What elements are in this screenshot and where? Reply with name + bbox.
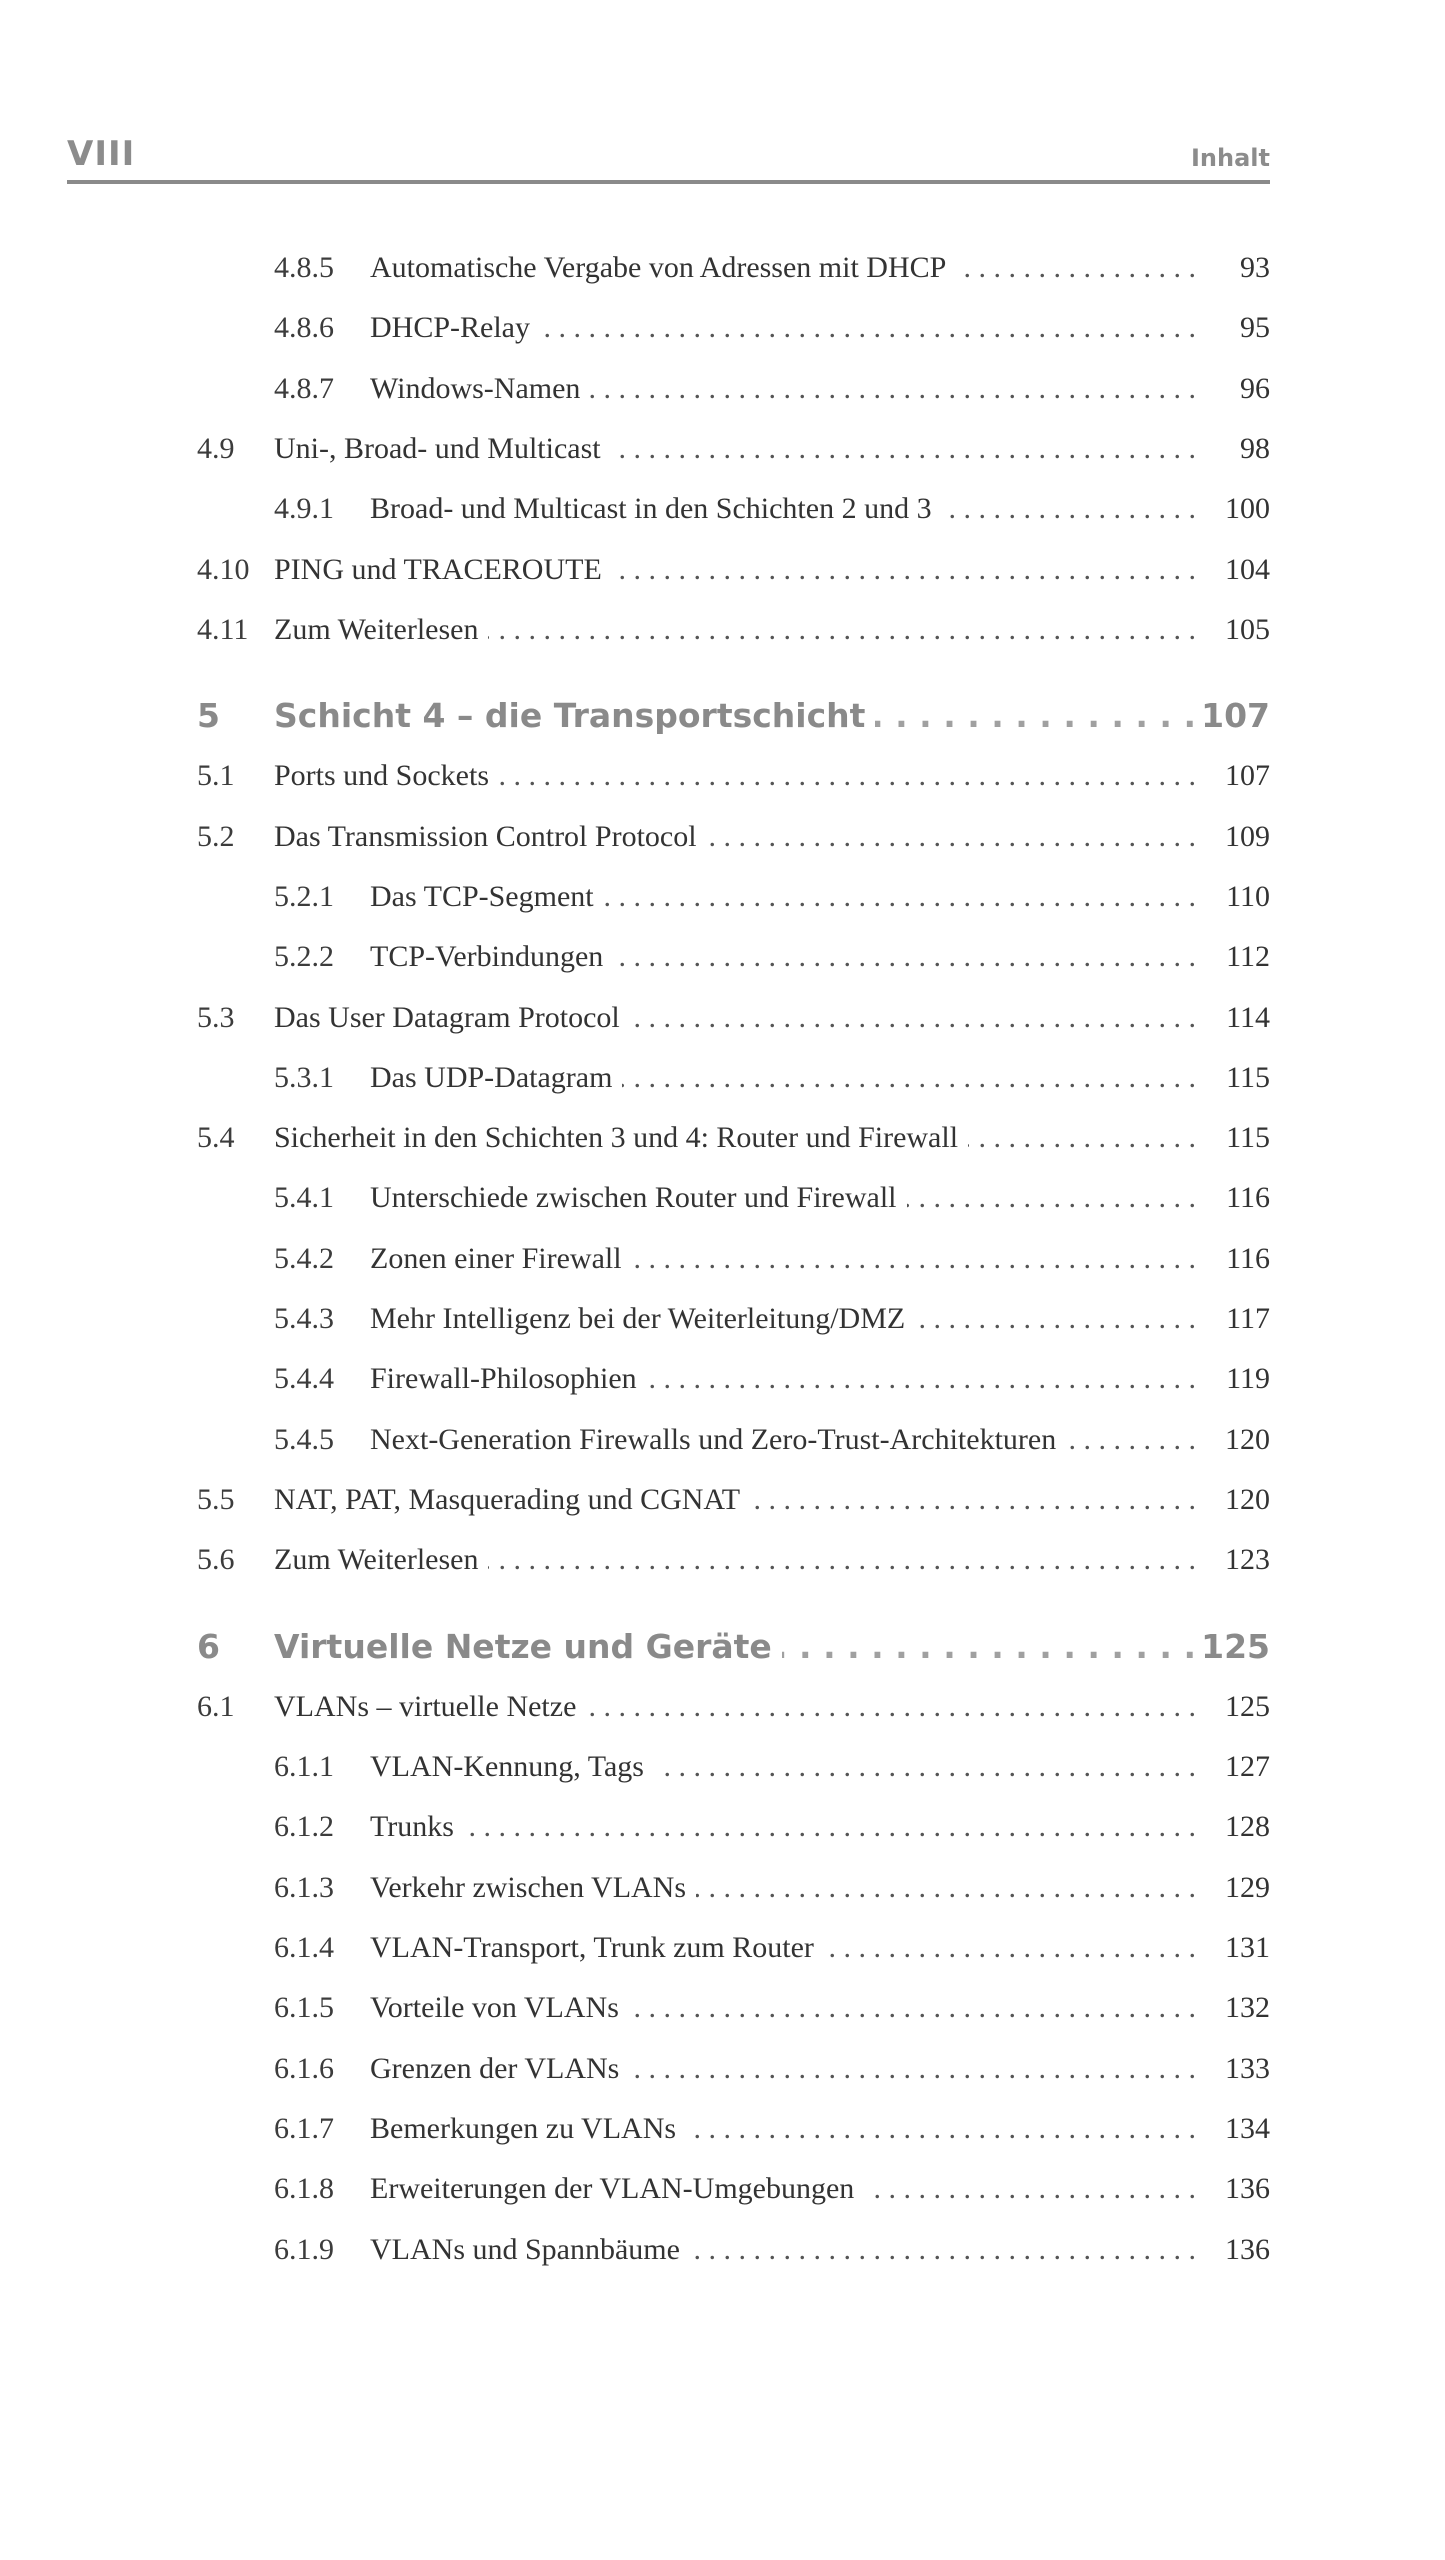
toc-entry-number: 4.11 [197, 613, 249, 646]
toc-entry-page: 105 [1225, 613, 1270, 646]
toc-entry-number: 5.4.1 [274, 1181, 334, 1214]
toc-entry-row [0, 1351, 1445, 1407]
toc-entry-number: 4.10 [197, 553, 250, 586]
toc-entry-title-text: VLAN-Kennung, Tags [370, 1750, 654, 1783]
toc-entry-title [370, 1412, 1196, 1468]
toc-entry-title [274, 542, 1196, 598]
toc-entry-number: 5.4.3 [274, 1302, 334, 1335]
toc-entry-row [0, 990, 1445, 1046]
toc-entry-title-text: Ports und Sockets [274, 759, 499, 792]
toc-entry-page: 132 [1225, 1991, 1270, 2024]
toc-entry-title-text: VLANs und Spannbäume [370, 2233, 690, 2266]
toc-entry-row [0, 2161, 1445, 2217]
toc-entry-title [370, 1291, 1196, 1347]
toc-entry-page: 120 [1225, 1423, 1270, 1456]
toc-entry-page: 96 [1240, 372, 1270, 405]
toc-entry-title [370, 1739, 1196, 1795]
toc-entry-row [0, 1980, 1445, 2036]
toc-entry-title [370, 1799, 1196, 1855]
toc-entry-title-text: Zum Weiterlesen [274, 613, 488, 646]
toc-entry-page: 133 [1225, 2052, 1270, 2085]
toc-entry-number: 5.2.1 [274, 880, 334, 913]
toc-entry-row [0, 1860, 1445, 1916]
toc-entry-page: 107 [1225, 759, 1270, 792]
toc-entry-title-text: Erweiterungen der VLAN-Umgebungen [370, 2172, 864, 2205]
toc-entry-title [370, 1860, 1196, 1916]
toc-entry-title-text: Schicht 4 – die Transportschicht [274, 696, 875, 735]
toc-entry-page: 136 [1225, 2233, 1270, 2266]
toc-entry-page: 100 [1225, 492, 1270, 525]
toc-entry-title-text: Windows-Namen [370, 372, 590, 405]
toc-entry-title [274, 1619, 1196, 1675]
toc-entry-title-text: VLAN-Transport, Trunk zum Router [370, 1931, 824, 1964]
toc-entry-row [0, 1110, 1445, 1166]
toc-entry-row [0, 1532, 1445, 1588]
toc-entry-page: 93 [1240, 251, 1270, 284]
toc-entry-row [0, 869, 1445, 925]
running-header-title: Inhalt [1191, 144, 1270, 172]
toc-entry-title [370, 2101, 1196, 2157]
toc-entry-page: 119 [1226, 1362, 1270, 1395]
toc-entry-page: 117 [1226, 1302, 1270, 1335]
toc-entry-title-text: Das Transmission Control Protocol [274, 820, 707, 853]
toc-entry-page: 128 [1225, 1810, 1270, 1843]
toc-entry-title [370, 361, 1196, 417]
toc-entry-row [0, 1472, 1445, 1528]
toc-entry-number: 5.6 [197, 1543, 235, 1576]
toc-entry-row [0, 1050, 1445, 1106]
toc-entry-row [0, 542, 1445, 598]
toc-entry-title [370, 2161, 1196, 2217]
toc-entry-title-text: Bemerkungen zu VLANs [370, 2112, 686, 2145]
toc-entry-title-text: Next-Generation Firewalls und Zero-Trust-Architekturen [370, 1423, 1066, 1456]
toc-entry-title-text: Uni-, Broad- und Multicast [274, 432, 611, 465]
toc-entry-number: 6.1.9 [274, 2233, 334, 2266]
toc-entry-page: 112 [1226, 940, 1270, 973]
toc-entry-page: 116 [1226, 1181, 1270, 1214]
toc-entry-title [274, 1110, 1196, 1166]
toc-entry-row [0, 2041, 1445, 2097]
toc-entry-number: 5.2.2 [274, 940, 334, 973]
toc-entry-number: 6.1.2 [274, 1810, 334, 1843]
toc-entry-number: 5.3 [197, 1001, 235, 1034]
toc-entry-title [370, 1170, 1196, 1226]
toc-entry-number: 5.4.4 [274, 1362, 334, 1395]
toc-entry-title-text: Das User Datagram Protocol [274, 1001, 630, 1034]
toc-entry-title-text: Sicherheit in den Schichten 3 und 4: Router und Firewall [274, 1121, 968, 1154]
toc-entry-title [370, 2041, 1196, 2097]
toc-entry-page: 129 [1225, 1871, 1270, 1904]
toc-entry-page: 107 [1201, 696, 1270, 735]
toc-entry-title-text: VLANs – virtuelle Netze [274, 1690, 586, 1723]
toc-entry-title-text: Zum Weiterlesen [274, 1543, 488, 1576]
toc-entry-row [0, 1170, 1445, 1226]
toc-entry-title-text: Unterschiede zwischen Router und Firewall [370, 1181, 907, 1214]
toc-entry-title [370, 240, 1196, 296]
toc-entry-number: 4.8.7 [274, 372, 334, 405]
toc-entry-title-text: TCP-Verbindungen [370, 940, 613, 973]
toc-entry-page: 98 [1240, 432, 1270, 465]
toc-entry-page: 131 [1225, 1931, 1270, 1964]
toc-entry-title [274, 1532, 1196, 1588]
toc-entry-page: 116 [1226, 1242, 1270, 1275]
toc-entry-page: 95 [1240, 311, 1270, 344]
toc-entry-page: 114 [1226, 1001, 1270, 1034]
toc-entry-title [370, 2222, 1196, 2278]
toc-entry-title [274, 688, 1196, 744]
toc-entry-page: 125 [1201, 1627, 1270, 1666]
toc-entry-number: 5.2 [197, 820, 235, 853]
toc-entry-number: 4.9.1 [274, 492, 334, 525]
toc-entry-page: 123 [1225, 1543, 1270, 1576]
toc-entry-number: 6.1 [197, 1690, 235, 1723]
toc-entry-row [0, 421, 1445, 477]
toc-entry-row [0, 602, 1445, 658]
toc-entry-number: 6.1.8 [274, 2172, 334, 2205]
toc-entry-title-text: Grenzen der VLANs [370, 2052, 629, 2085]
toc-entry-title-text: Mehr Intelligenz bei der Weiterleitung/DMZ [370, 1302, 915, 1335]
toc-entry-number: 4.8.5 [274, 251, 334, 284]
toc-entry-number: 5 [197, 696, 220, 735]
toc-entry-title-text: Automatische Vergabe von Adressen mit DHCP [370, 251, 956, 284]
toc-entry-title [274, 602, 1196, 658]
toc-entry-row [0, 300, 1445, 356]
toc-entry-title-text: Trunks [370, 1810, 464, 1843]
toc-entry-page: 127 [1225, 1750, 1270, 1783]
toc-entry-title [370, 1980, 1196, 2036]
toc-entry-row [0, 1412, 1445, 1468]
toc-entry-title [370, 929, 1196, 985]
toc-entry-title [370, 1050, 1196, 1106]
toc-entry-row [0, 1799, 1445, 1855]
toc-chapter-row [0, 688, 1445, 744]
toc-entry-number: 5.5 [197, 1483, 235, 1516]
toc-entry-number: 5.3.1 [274, 1061, 334, 1094]
toc-entry-title [370, 300, 1196, 356]
toc-entry-page: 104 [1225, 553, 1270, 586]
toc-entry-row [0, 809, 1445, 865]
toc-entry-title [370, 1351, 1196, 1407]
toc-entry-title-text: DHCP-Relay [370, 311, 540, 344]
toc-entry-title-text: Vorteile von VLANs [370, 1991, 629, 2024]
toc-entry-number: 5.1 [197, 759, 235, 792]
toc-entry-page: 120 [1225, 1483, 1270, 1516]
toc-entry-title-text: NAT, PAT, Masquerading und CGNAT [274, 1483, 750, 1516]
toc-entry-title-text: Das TCP-Segment [370, 880, 604, 913]
toc-entry-number: 6.1.3 [274, 1871, 334, 1904]
toc-entry-title [274, 421, 1196, 477]
toc-entry-number: 6.1.5 [274, 1991, 334, 2024]
toc-entry-number: 6.1.7 [274, 2112, 334, 2145]
toc-entry-title [274, 1679, 1196, 1735]
toc-entry-title-text: Firewall-Philosophien [370, 1362, 647, 1395]
toc-entry-number: 6.1.1 [274, 1750, 334, 1783]
toc-entry-page: 110 [1226, 880, 1270, 913]
toc-entry-number: 5.4.5 [274, 1423, 334, 1456]
toc-entry-row [0, 1231, 1445, 1287]
toc-entry-title-text: Zonen einer Firewall [370, 1242, 632, 1275]
toc-entry-number: 6 [197, 1627, 220, 1666]
toc-entry-row [0, 361, 1445, 417]
toc-entry-number: 5.4.2 [274, 1242, 334, 1275]
toc-entry-number: 4.8.6 [274, 311, 334, 344]
toc-entry-row [0, 1739, 1445, 1795]
toc-entry-page: 136 [1225, 2172, 1270, 2205]
toc-entry-title-text: Verkehr zwischen VLANs [370, 1871, 696, 1904]
toc-entry-title [274, 990, 1196, 1046]
toc-entry-title [274, 748, 1196, 804]
toc-entry-title [370, 1920, 1196, 1976]
toc-entry-page: 109 [1225, 820, 1270, 853]
toc-entry-title [274, 809, 1196, 865]
toc-chapter-row [0, 1619, 1445, 1675]
toc-entry-row [0, 929, 1445, 985]
toc-entry-number: 6.1.4 [274, 1931, 334, 1964]
toc-entry-title-text: Virtuelle Netze und Geräte [274, 1627, 782, 1666]
page-number: VIII [67, 134, 136, 174]
toc-entry-title-text: Broad- und Multicast in den Schichten 2 und 3 [370, 492, 942, 525]
toc-entry-page: 125 [1225, 1690, 1270, 1723]
toc-entry-row [0, 2222, 1445, 2278]
toc-entry-row [0, 1679, 1445, 1735]
toc-entry-title [370, 481, 1196, 537]
toc-entry-number: 4.9 [197, 432, 235, 465]
toc-entry-page: 134 [1225, 2112, 1270, 2145]
toc-entry-number: 5.4 [197, 1121, 235, 1154]
toc-entry-title [274, 1472, 1196, 1528]
toc-entry-row [0, 748, 1445, 804]
toc-entry-title-text: PING und TRACEROUTE [274, 553, 612, 586]
toc-entry-row [0, 240, 1445, 296]
toc-entry-row [0, 2101, 1445, 2157]
toc-entry-title [370, 869, 1196, 925]
toc-entry-row [0, 1920, 1445, 1976]
toc-entry-title-text: Das UDP-Datagram [370, 1061, 622, 1094]
toc-entry-title [370, 1231, 1196, 1287]
toc-entry-page: 115 [1226, 1061, 1270, 1094]
toc-entry-row [0, 1291, 1445, 1347]
toc-entry-row [0, 481, 1445, 537]
toc-entry-number: 6.1.6 [274, 2052, 334, 2085]
toc-entry-page: 115 [1226, 1121, 1270, 1154]
